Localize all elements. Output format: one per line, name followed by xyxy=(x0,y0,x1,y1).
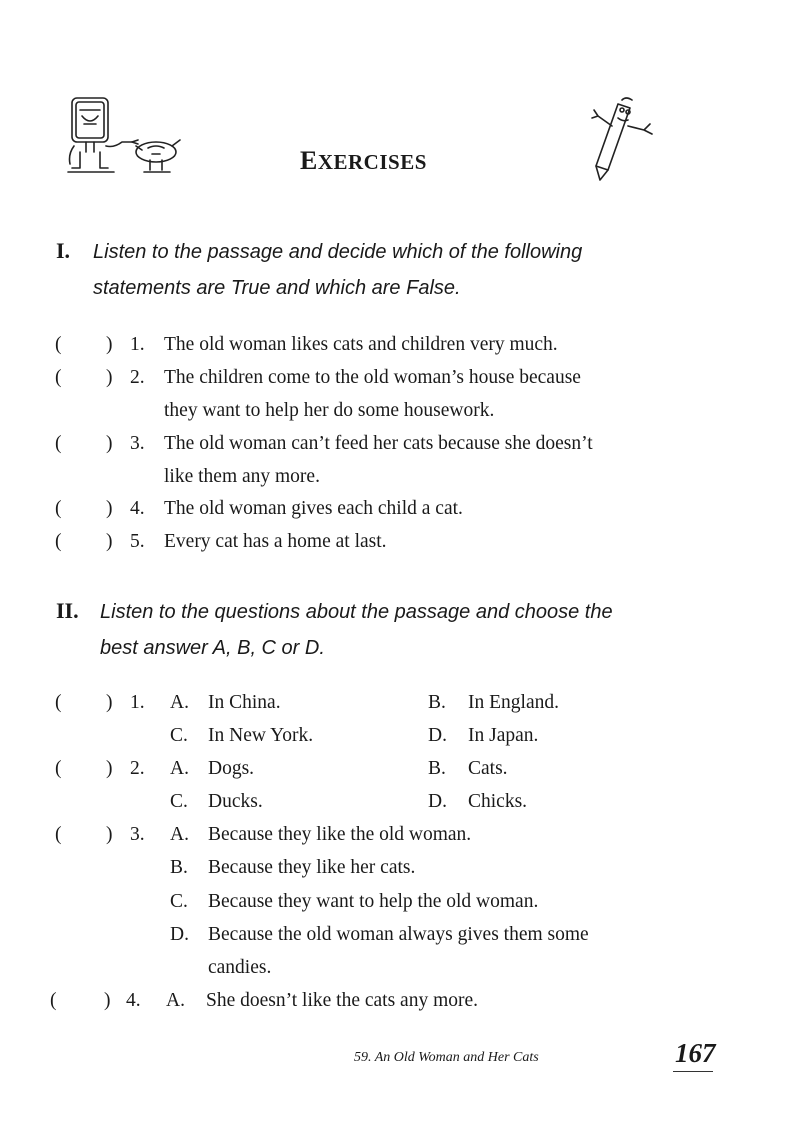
option-d-text: Chicks. xyxy=(468,791,528,812)
section-2-instruction-line-1: Listen to the questions about the passage and choose the xyxy=(100,601,613,623)
robot-pointing-icon xyxy=(64,96,184,178)
answer-blank-open: ( xyxy=(55,498,62,519)
pencil-character-icon xyxy=(588,96,660,186)
item-number: 3. xyxy=(130,433,145,454)
question-number: 2. xyxy=(130,758,145,779)
item-3-continuation: like them any more. xyxy=(164,466,320,487)
tf-item-2 xyxy=(0,363,800,393)
answer-blank-close: ) xyxy=(106,334,113,355)
option-c-text: Ducks. xyxy=(208,791,263,812)
item-text: The children come to the old woman’s house because xyxy=(164,367,581,388)
item-number: 4. xyxy=(130,498,145,519)
item-text: The old woman gives each child a cat. xyxy=(164,498,463,519)
tf-item-5 xyxy=(0,527,800,557)
page-number: 167 xyxy=(675,1038,716,1068)
item-2-continuation: they want to help her do some housework. xyxy=(164,400,495,421)
section-1-instruction xyxy=(93,234,693,306)
option-d-text: In Japan. xyxy=(468,725,539,746)
section-1-instruction-line-2: statements are True and which are False. xyxy=(93,277,461,299)
tf-item-4 xyxy=(0,494,800,524)
title-capital: E xyxy=(300,146,318,175)
mc-question-1-row-2 xyxy=(0,721,800,751)
section-2-number: II. xyxy=(56,598,79,623)
section-2-instruction-line-2: best answer A, B, C or D. xyxy=(100,637,325,659)
mc-question-3-option-d xyxy=(0,920,800,950)
answer-blank-open: ( xyxy=(55,433,62,454)
option-a-text: She doesn’t like the cats any more. xyxy=(206,990,479,1011)
option-c-text: In New York. xyxy=(208,725,314,746)
answer-blank-close: ) xyxy=(106,824,113,845)
option-b-letter: B. xyxy=(428,758,446,779)
mc-question-4 xyxy=(0,986,800,1016)
section-1-number: I. xyxy=(56,238,71,263)
answer-blank-open: ( xyxy=(55,824,62,845)
mc-question-1 xyxy=(0,688,800,718)
page-number-underline xyxy=(673,1071,713,1072)
option-b-letter: B. xyxy=(170,857,188,878)
page-title xyxy=(300,146,427,176)
answer-blank-open: ( xyxy=(55,758,62,779)
answer-blank-open: ( xyxy=(50,990,57,1011)
option-d-letter: D. xyxy=(428,791,447,812)
answer-blank-open: ( xyxy=(55,692,62,713)
option-d-text: Because the old woman always gives them some xyxy=(208,924,589,945)
answer-blank-close: ) xyxy=(106,498,113,519)
option-c-letter: C. xyxy=(170,891,188,912)
answer-blank-open: ( xyxy=(55,367,62,388)
mc-question-3 xyxy=(0,820,800,850)
mc-question-3-option-b xyxy=(0,853,800,883)
option-a-letter: A. xyxy=(170,692,189,713)
item-number: 1. xyxy=(130,334,145,355)
answer-blank-close: ) xyxy=(106,531,113,552)
tf-item-1 xyxy=(0,330,800,360)
mc-question-2-row-2 xyxy=(0,787,800,817)
question-number: 4. xyxy=(126,990,141,1011)
answer-blank-close: ) xyxy=(106,758,113,779)
option-d-letter: D. xyxy=(428,725,447,746)
option-b-text: In England. xyxy=(468,692,559,713)
mc-question-2 xyxy=(0,754,800,784)
question-number: 3. xyxy=(130,824,145,845)
answer-blank-open: ( xyxy=(55,334,62,355)
option-a-letter: A. xyxy=(170,824,189,845)
answer-blank-close: ) xyxy=(104,990,111,1011)
option-b-letter: B. xyxy=(428,692,446,713)
option-c-text: Because they want to help the old woman. xyxy=(208,891,539,912)
option-c-letter: C. xyxy=(170,791,188,812)
option-a-letter: A. xyxy=(170,758,189,779)
question-number: 1. xyxy=(130,692,145,713)
item-number: 2. xyxy=(130,367,145,388)
answer-blank-open: ( xyxy=(55,531,62,552)
mc-question-3-option-c xyxy=(0,887,800,917)
option-c-letter: C. xyxy=(170,725,188,746)
item-number: 5. xyxy=(130,531,145,552)
option-b-text: Because they like her cats. xyxy=(208,857,416,878)
option-a-text: In China. xyxy=(208,692,281,713)
answer-blank-close: ) xyxy=(106,433,113,454)
option-b-text: Cats. xyxy=(468,758,508,779)
title-rest: XERCISES xyxy=(317,150,427,174)
option-a-letter: A. xyxy=(166,990,185,1011)
option-d-continuation: candies. xyxy=(208,957,272,978)
item-text: The old woman likes cats and children very much. xyxy=(164,334,558,355)
answer-blank-close: ) xyxy=(106,692,113,713)
item-text: The old woman can’t feed her cats because she doesn’t xyxy=(164,433,593,454)
option-a-text: Dogs. xyxy=(208,758,255,779)
section-1-instruction-line-1: Listen to the passage and decide which of the following xyxy=(93,241,583,263)
answer-blank-close: ) xyxy=(106,367,113,388)
lesson-title: 59. An Old Woman and Her Cats xyxy=(354,1050,539,1065)
option-a-text: Because they like the old woman. xyxy=(208,824,472,845)
option-d-letter: D. xyxy=(170,924,189,945)
item-text: Every cat has a home at last. xyxy=(164,531,387,552)
section-2-instruction xyxy=(100,594,700,666)
tf-item-3 xyxy=(0,429,800,459)
